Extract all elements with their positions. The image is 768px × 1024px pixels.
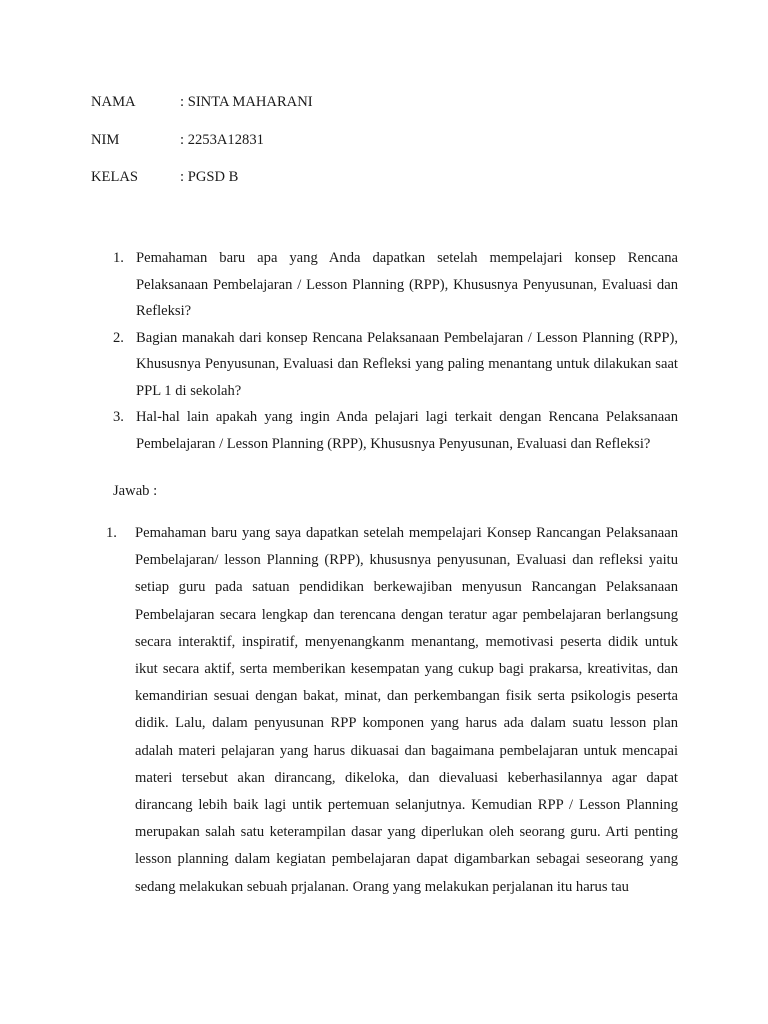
nim-value: : 2253A12831 (180, 132, 264, 148)
question-number: 1. (113, 250, 124, 266)
question-item (113, 325, 678, 405)
question-text: Hal-hal lain apakah yang ingin Anda pelajari lagi terkait dengan Rencana Pelaksanaan Pembelajaran / Lesson Planning (RPP), Khususnya Penyusunan, Evaluasi dan Refleksi? (136, 409, 678, 452)
identity-nama-row (91, 92, 313, 112)
nim-label: NIM (91, 132, 120, 148)
question-text: Pemahaman baru apa yang Anda dapatkan setelah mempelajari konsep Rencana Pelaksanaan Pembelajaran / Lesson Planning (RPP), Khususnya Penyusunan, Evaluasi dan Refleksi? (136, 250, 678, 319)
answer-item (106, 520, 678, 901)
answer-number: 1. (106, 525, 117, 541)
question-item (113, 404, 678, 457)
kelas-value: : PGSD B (180, 169, 239, 185)
nama-label: NAMA (91, 94, 136, 110)
kelas-label: KELAS (91, 169, 139, 185)
identity-nim-row (91, 130, 264, 150)
question-number: 2. (113, 329, 124, 346)
question-text: Bagian manakah dari konsep Rencana Pelaksanaan Pembelajaran / Lesson Planning (RPP), Khususnya Penyusunan, Evaluasi dan Refleksi yang paling menantang untuk dilakukan saat PPL 1 di sekolah? (136, 329, 678, 399)
answer-text: Pemahaman baru yang saya dapatkan setelah mempelajari Konsep Rancangan Pelaksanaan Pembelajaran/ lesson Planning (RPP), khususnya penyusunan, Evaluasi dan refleksi yaitu setiap guru pada satuan pendidikan berkewajiban menyusun Rancangan Pelaksanaan Pembelajaran secara lengkap dan terencana dengan teratur agar pembelajaran berlangsung secara interaktif, inspiratif, menyenangkanm menantang, memotivasi peserta didik untuk ikut secara aktif, serta memberikan kesempatan yang cukup bagi prakarsa, kreativitas, dan kemandirian sesuai dengan bakat, minat, dan perkembangan fisik serta psikologis peserta didik. Lalu, dalam penyusunan RPP komponen yang harus ada dalam suatu lesson plan adalah materi pelajaran yang harus dikuasai dan bagaimana pembelajaran untuk mencapai materi tersebut akan dirancang, dikeloka, dan dievaluasi keberhasilannya agar dapat dirancang lebih baik lagi untik pertemuan selanjutnya. Kemudian RPP / Lesson Planning merupakan salah satu keterampilan dasar yang diperlukan oleh seorang guru. Arti penting lesson planning dalam kegiatan pembelajaran dapat digambarkan sebagai seseorang yang sedang melakukan sebuah prjalanan. Orang yang melakukan perjalanan itu harus tau (135, 525, 678, 895)
identity-kelas-row (91, 167, 238, 187)
nama-value: : SINTA MAHARANI (180, 94, 313, 110)
question-list (113, 245, 678, 457)
question-item (113, 245, 678, 325)
jawab-label: Jawab : (113, 483, 158, 499)
question-number: 3. (113, 409, 124, 425)
